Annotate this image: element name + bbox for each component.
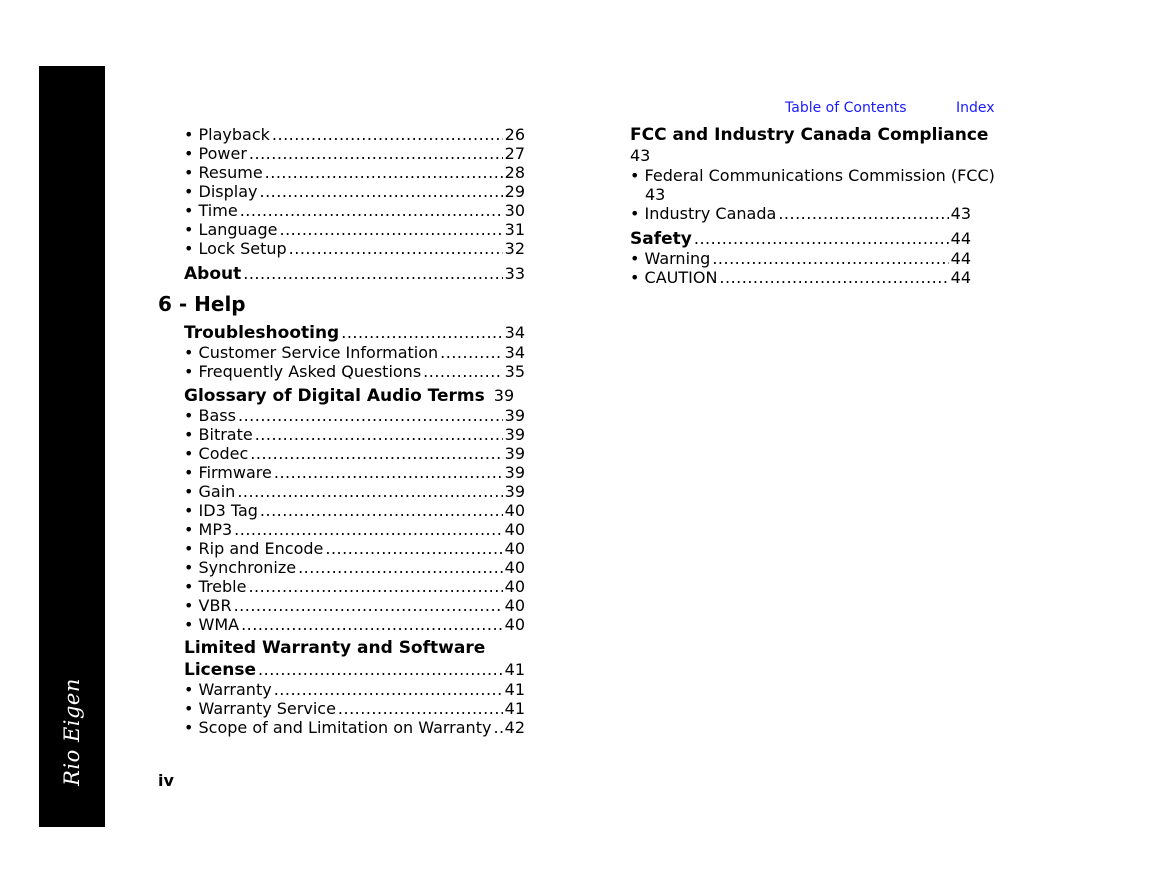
toc-entry[interactable]: • Warranty Service ..... 41 xyxy=(184,699,525,718)
toc-entry[interactable]: • Rip and Encode ..... 40 xyxy=(184,539,525,558)
toc-entry[interactable]: • MP3 ..... 40 xyxy=(184,520,525,539)
toc-entry[interactable]: • Bitrate ..... 39 xyxy=(184,425,525,444)
toc-link[interactable]: Table of Contents xyxy=(785,100,907,116)
toc-entry[interactable]: • Warning ..... 44 xyxy=(630,249,971,268)
toc-entry[interactable]: • Frequently Asked Questions ..... 35 xyxy=(184,362,525,381)
toc-entry-glossary[interactable]: Glossary of Digital Audio Terms 39 xyxy=(184,386,515,406)
fcc-page: 43 xyxy=(630,146,651,165)
toc-entry[interactable]: • Warranty ..... 41 xyxy=(184,680,525,699)
toc-entry[interactable]: • Playback ..... 26 xyxy=(184,125,525,144)
toc-entry-fcc-commission[interactable]: • Federal Communications Commission (FCC) xyxy=(630,166,995,185)
toc-entry-troubleshooting[interactable]: Troubleshooting ..... 34 xyxy=(184,322,525,343)
toc-entry[interactable]: • WMA ..... 40 xyxy=(184,615,525,634)
toc-entry[interactable]: • Scope of and Limitation on Warranty ..... 42 xyxy=(184,718,525,737)
section-title-help: 6 - Help xyxy=(158,292,246,316)
index-link[interactable]: Index xyxy=(956,100,995,116)
toc-entry[interactable]: • CAUTION ..... 44 xyxy=(630,268,971,287)
toc-entry-safety[interactable]: Safety ..... 44 xyxy=(630,228,971,249)
toc-entry[interactable]: • Language ..... 31 xyxy=(184,220,525,239)
toc-entry[interactable]: • Display ..... 29 xyxy=(184,182,525,201)
toc-entry-warranty-line1[interactable]: Limited Warranty and Software xyxy=(184,638,486,658)
toc-entry[interactable]: • Gain ..... 39 xyxy=(184,482,525,501)
toc-entry-industry-canada[interactable]: • Industry Canada ..... 43 xyxy=(630,204,971,223)
toc-entry[interactable]: • Customer Service Information ..... 34 xyxy=(184,343,525,362)
toc-entry[interactable]: • ID3 Tag ..... 40 xyxy=(184,501,525,520)
toc-entry[interactable]: • VBR ..... 40 xyxy=(184,596,525,615)
toc-entry[interactable]: • Firmware ..... 39 xyxy=(184,463,525,482)
toc-entry[interactable]: • Treble ..... 40 xyxy=(184,577,525,596)
brand-title: Rio Eigen xyxy=(60,678,84,786)
toc-entry[interactable]: • Codec ..... 39 xyxy=(184,444,525,463)
toc-entry[interactable]: • Bass ..... 39 xyxy=(184,406,525,425)
fcc-commission-page: 43 xyxy=(645,185,666,204)
toc-entry[interactable]: • Power ..... 27 xyxy=(184,144,525,163)
toc-entry-warranty[interactable]: License ..... 41 xyxy=(184,659,525,680)
toc-entry-fcc[interactable]: FCC and Industry Canada Compliance xyxy=(630,125,989,145)
toc-entry[interactable]: • Synchronize ..... 40 xyxy=(184,558,525,577)
toc-entry[interactable]: • Resume ..... 28 xyxy=(184,163,525,182)
toc-entry[interactable]: • Lock Setup ..... 32 xyxy=(184,239,525,258)
toc-entry[interactable]: • Time ..... 30 xyxy=(184,201,525,220)
toc-left-column xyxy=(158,125,525,737)
toc-entry-about[interactable]: About ..... 33 xyxy=(184,263,525,284)
page-number: iv xyxy=(158,771,174,790)
toc-right-column xyxy=(630,125,995,287)
